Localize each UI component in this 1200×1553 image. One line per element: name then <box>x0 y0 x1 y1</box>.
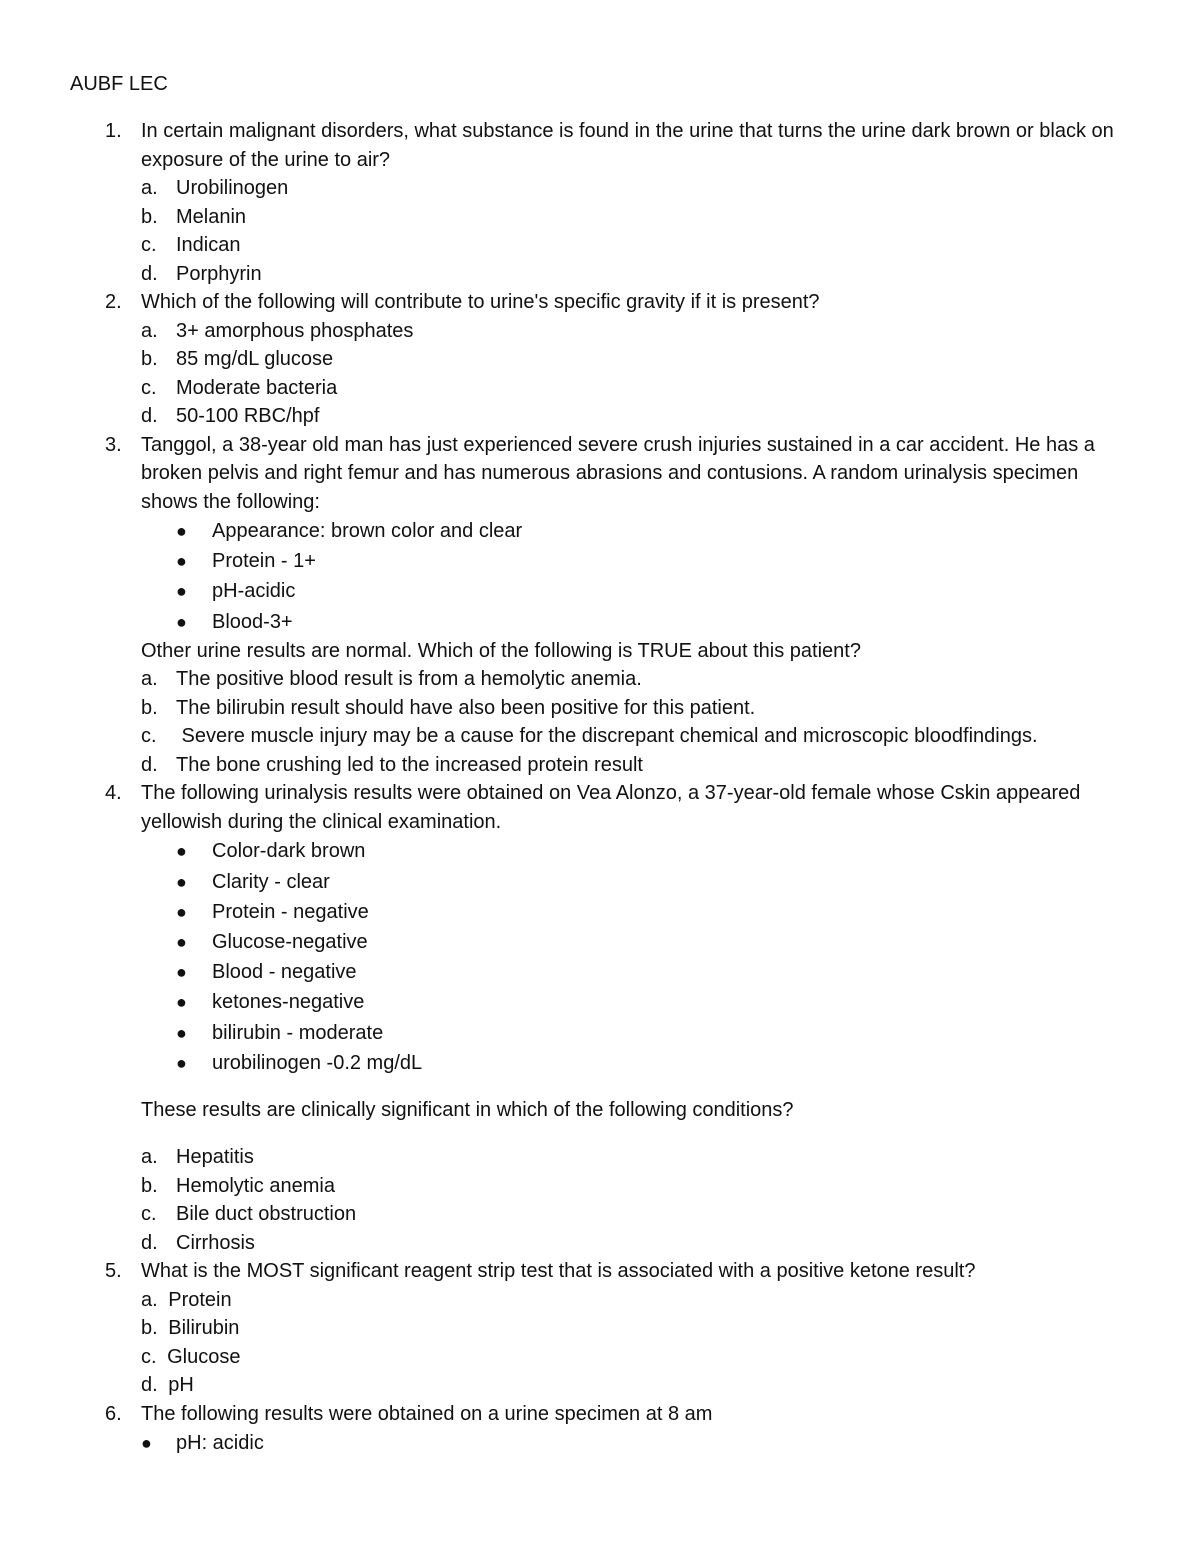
answer-option <box>0 260 1200 289</box>
question-stem <box>0 1400 1121 1429</box>
bullet-text: Blood - negative <box>212 961 357 984</box>
option-text: Bilirubin <box>168 1317 240 1340</box>
bullet-icon: ● <box>176 521 187 541</box>
bullet-icon: ● <box>176 581 187 602</box>
bullet-text: Color-dark brown <box>212 840 366 863</box>
result-bullet <box>0 607 1200 637</box>
question-number: 2. <box>105 291 122 313</box>
question-text: In certain malignant disorders, what substance is found in the urine that turns the urine dark brown or black on exposure of the urine to air? <box>141 120 1114 171</box>
question-stem <box>0 431 1121 517</box>
bullet-icon: ● <box>176 1052 187 1073</box>
option-letter: b. <box>141 1174 158 1197</box>
question-2 <box>0 288 1200 431</box>
bullet-icon: ● <box>176 841 187 862</box>
answer-option <box>0 1229 1200 1258</box>
question-stem <box>0 288 1121 317</box>
option-text: Bile duct obstruction <box>176 1203 357 1226</box>
question-1 <box>0 117 1200 288</box>
bullet-icon: ● <box>176 931 187 952</box>
question-list <box>0 117 1200 1459</box>
answer-option <box>0 1343 1200 1372</box>
bullet-text: Appearance: brown color and clear <box>212 520 523 542</box>
bullet-text: Clarity - clear <box>212 870 330 893</box>
bullet-icon: ● <box>176 611 187 632</box>
question-stem <box>0 117 1121 174</box>
question-text: Which of the following will contribute to urine's specific gravity if it is present? <box>141 291 820 313</box>
question-text: What is the MOST significant reagent strip test that is associated with a positive ketone result? <box>141 1260 976 1283</box>
question-prompt: These results are clinically significant in which of the following conditions? <box>141 1098 794 1121</box>
option-letter: d. <box>141 753 158 776</box>
option-letter: a. <box>141 177 158 199</box>
answer-option <box>0 345 1200 374</box>
answer-option <box>0 694 1200 723</box>
question-stem <box>0 1257 1121 1286</box>
option-text: Porphyrin <box>176 262 262 285</box>
option-text: The bilirubin result should have also been positive for this patient. <box>176 696 756 719</box>
answer-option <box>0 1143 1200 1172</box>
option-letter: a. <box>141 1288 158 1311</box>
option-letter: d. <box>141 1374 158 1397</box>
document-title: AUBF LEC <box>70 73 168 95</box>
answer-option <box>0 1200 1200 1229</box>
option-text: Severe muscle injury may be a cause for the discrepant chemical and microscopic bloodfindings. <box>176 725 1038 748</box>
option-text: Glucose <box>167 1345 241 1368</box>
answer-option <box>0 203 1200 232</box>
option-letter: a. <box>141 1146 158 1169</box>
option-text: Moderate bacteria <box>176 376 338 399</box>
question-number: 5. <box>105 1260 122 1283</box>
option-text: 85 mg/dL glucose <box>176 348 334 370</box>
option-text: Hepatitis <box>176 1146 254 1169</box>
option-text: 3+ amorphous phosphates <box>176 319 414 342</box>
result-bullet <box>0 516 1200 546</box>
bullet-icon: ● <box>176 551 187 572</box>
option-letter: c. <box>141 1203 157 1226</box>
bullet-icon: ● <box>176 992 187 1013</box>
result-bullet <box>0 576 1200 606</box>
bullet-text: bilirubin - moderate <box>212 1021 384 1044</box>
question-5 <box>0 1257 1200 1400</box>
bullet-icon: ● <box>141 1433 152 1454</box>
bullet-icon: ● <box>176 871 187 892</box>
result-bullet <box>0 1018 1200 1048</box>
option-letter: a. <box>141 319 158 342</box>
option-letter: d. <box>141 262 158 285</box>
option-letter: c. <box>141 725 157 748</box>
option-letter: b. <box>141 696 158 719</box>
question-number: 6. <box>105 1402 122 1425</box>
question-text: The following urinalysis results were obtained on Vea Alonzo, a 37-year-old female whose Cskin appeared yellowish during the clinical examination. <box>141 782 1081 833</box>
result-bullet <box>0 987 1200 1017</box>
question-number: 4. <box>105 782 122 805</box>
question-text: Tanggol, a 38-year old man has just experienced severe crush injuries sustained in a car accident. He has a broken pelvis and right femur and has numerous abrasions and contusions. A random urinalysis specimen shows the following: <box>141 433 1095 513</box>
question-number: 3. <box>105 433 122 456</box>
bullet-text: pH-acidic <box>212 580 296 603</box>
option-text: The positive blood result is from a hemolytic anemia. <box>176 668 642 691</box>
bullet-text: ketones-negative <box>212 991 365 1014</box>
option-letter: d. <box>141 1231 158 1254</box>
answer-option <box>0 665 1200 694</box>
option-text: Indican <box>176 234 241 256</box>
result-bullet <box>0 897 1200 927</box>
bullet-icon: ● <box>176 1022 187 1043</box>
option-text: Urobilinogen <box>176 177 289 199</box>
answer-option <box>0 317 1200 346</box>
answer-option <box>0 402 1200 431</box>
answer-option <box>0 231 1200 260</box>
result-bullet <box>0 927 1200 957</box>
question-number: 1. <box>105 120 122 142</box>
option-text: pH <box>168 1374 194 1397</box>
option-text: Cirrhosis <box>176 1231 255 1254</box>
answer-option <box>0 374 1200 403</box>
bullet-icon: ● <box>176 901 187 922</box>
option-letter: b. <box>141 1317 158 1340</box>
answer-option <box>0 1371 1200 1400</box>
option-text: The bone crushing led to the increased protein result <box>176 753 643 776</box>
question-text: The following results were obtained on a urine specimen at 8 am <box>141 1402 713 1425</box>
option-letter: c. <box>141 1345 157 1368</box>
option-text: 50-100 RBC/hpf <box>176 405 320 427</box>
bullet-icon: ● <box>176 962 187 983</box>
result-bullet <box>0 1048 1200 1078</box>
option-text: Melanin <box>176 205 247 228</box>
option-letter: d. <box>141 405 158 427</box>
option-text: Hemolytic anemia <box>176 1174 335 1197</box>
question-4 <box>0 779 1200 1257</box>
option-letter: c. <box>141 376 157 399</box>
answer-option <box>0 174 1200 203</box>
option-text: Protein <box>168 1288 232 1311</box>
bullet-text: pH: acidic <box>176 1432 264 1455</box>
option-letter: a. <box>141 668 158 691</box>
result-bullet <box>0 546 1200 576</box>
bullet-text: Glucose-negative <box>212 930 368 953</box>
bullet-text: Blood-3+ <box>212 610 293 633</box>
bullet-text: urobilinogen -0.2 mg/dL <box>212 1051 423 1074</box>
answer-option <box>0 722 1200 751</box>
result-bullet <box>0 1428 1200 1458</box>
result-bullet <box>0 867 1200 897</box>
answer-option <box>0 1172 1200 1201</box>
bullet-text: Protein - 1+ <box>212 550 316 573</box>
answer-option <box>0 1286 1200 1315</box>
option-letter: b. <box>141 205 158 228</box>
answer-option <box>0 1314 1200 1343</box>
question-6 <box>0 1400 1200 1459</box>
option-letter: b. <box>141 348 158 370</box>
question-stem <box>0 779 1121 836</box>
result-bullet <box>0 836 1200 866</box>
question-prompt: Other urine results are normal. Which of the following is TRUE about this patient? <box>141 639 861 662</box>
option-letter: c. <box>141 234 157 256</box>
answer-option <box>0 751 1200 780</box>
bullet-text: Protein - negative <box>212 900 369 923</box>
question-3 <box>0 431 1200 780</box>
result-bullet <box>0 957 1200 987</box>
